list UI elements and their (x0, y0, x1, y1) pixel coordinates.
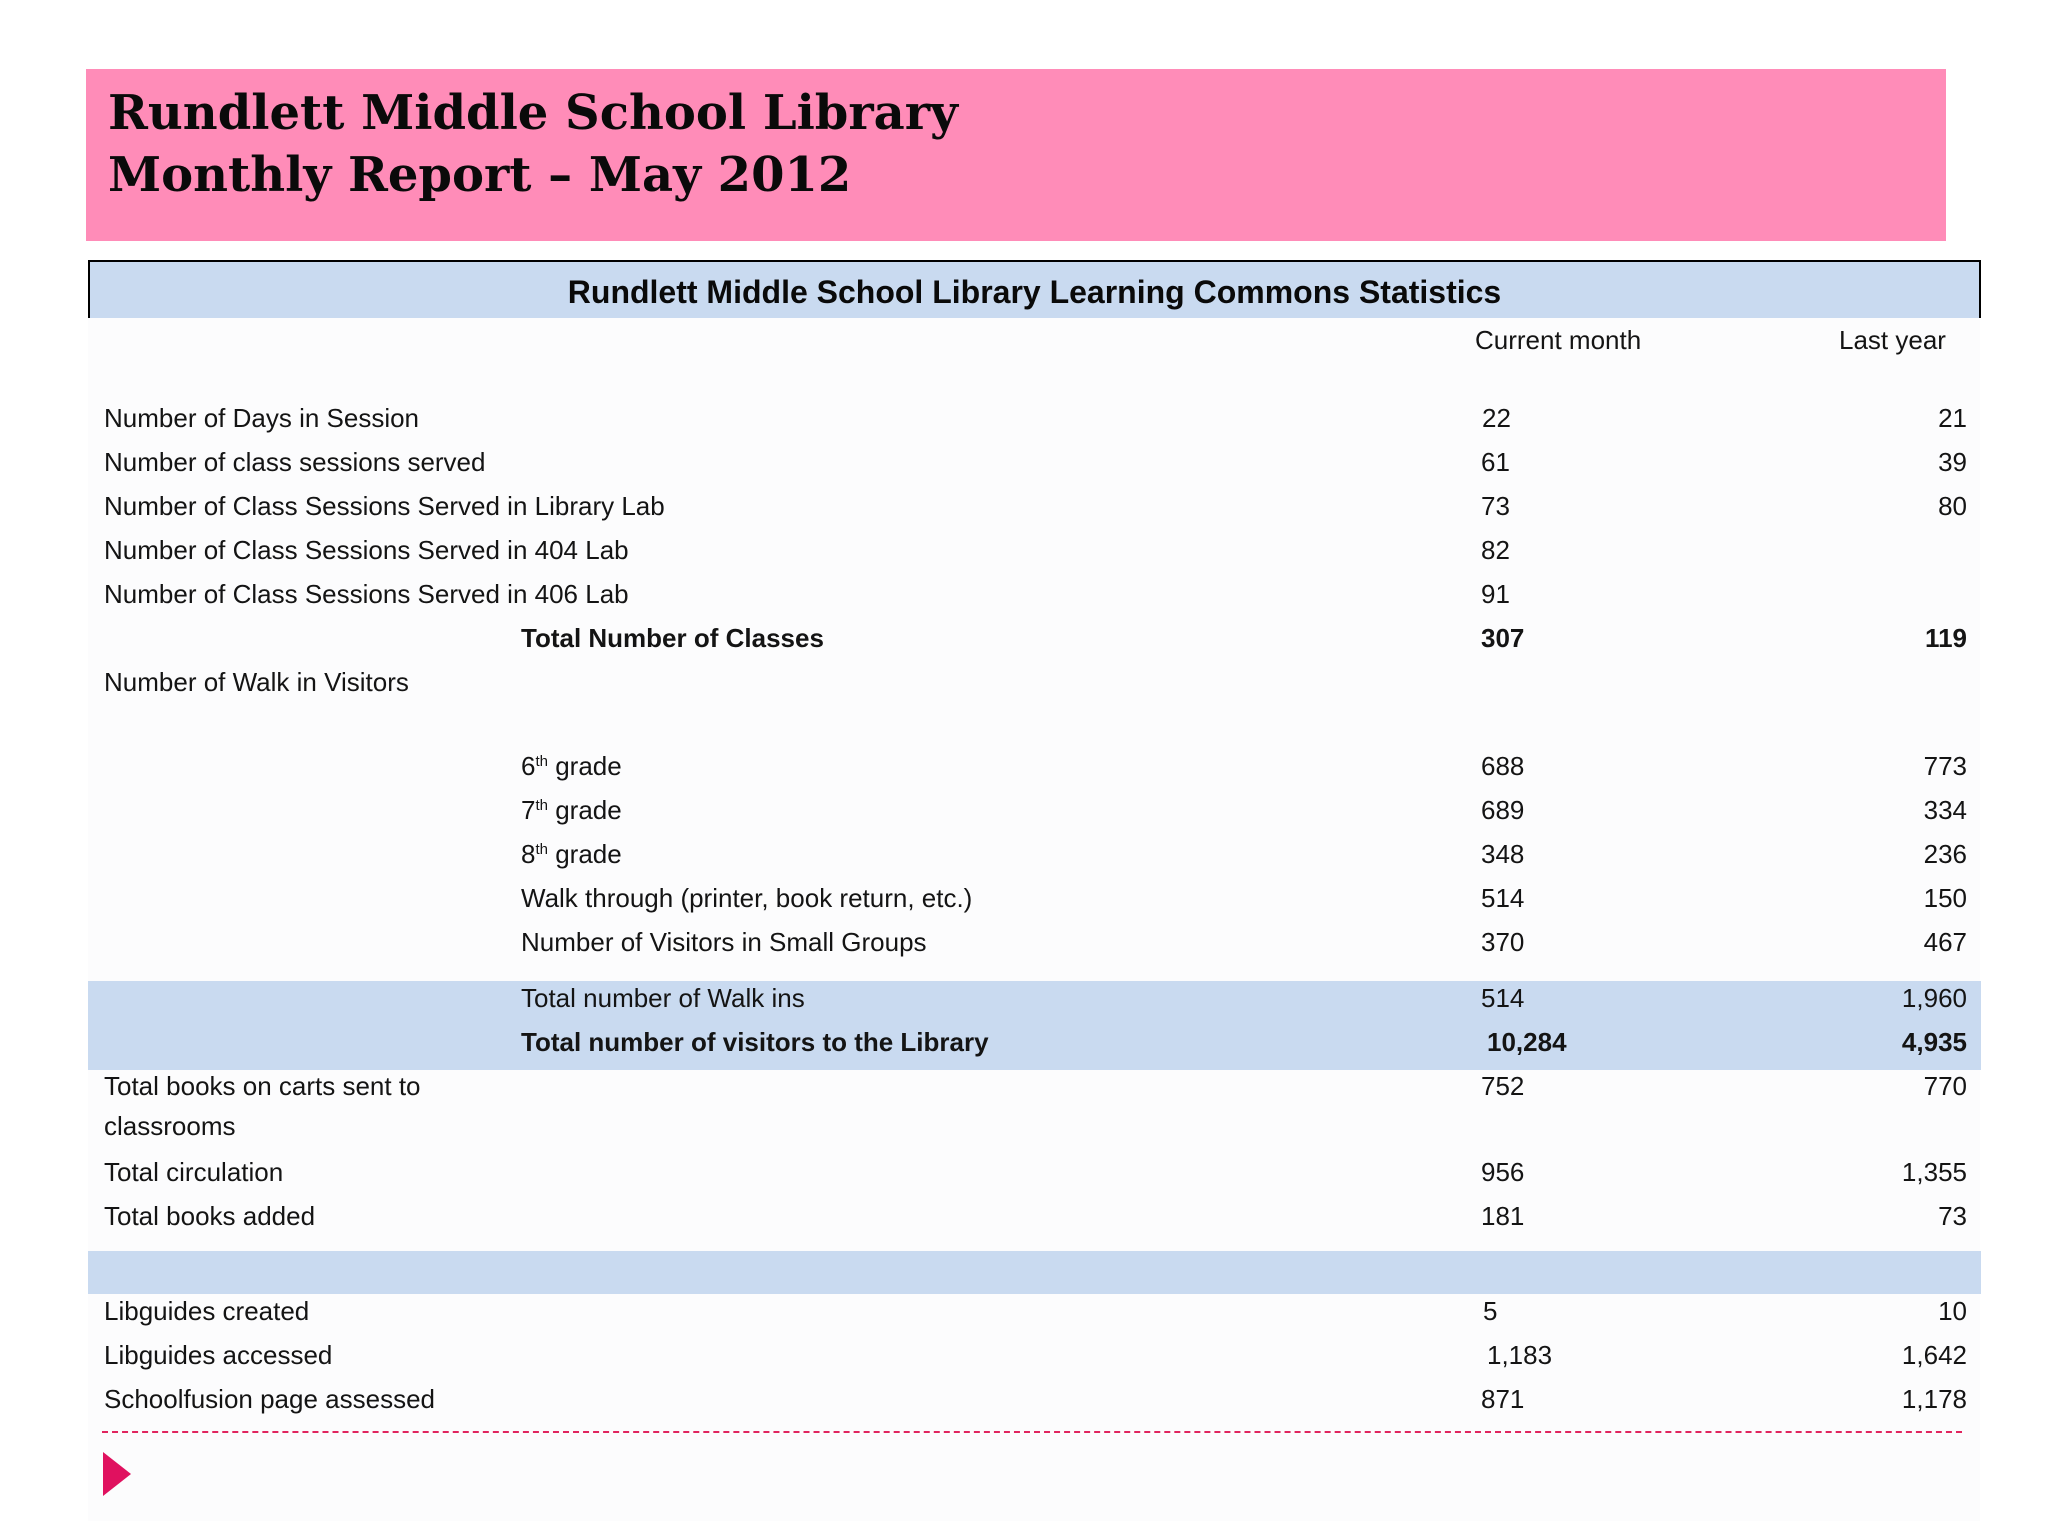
total-visitors-last-year: 4,935 (1901, 1027, 1967, 1057)
total-walk-ins-current: 514 (1481, 983, 1525, 1013)
row-last-year: 150 (1923, 883, 1967, 913)
total-classes-current: 307 (1481, 623, 1525, 653)
total-walk-ins-last-year: 1,960 (1901, 983, 1967, 1013)
row-current: 752 (1481, 1071, 1525, 1101)
total-visitors-label: Total number of visitors to the Library (521, 1027, 989, 1057)
grade-word: grade (555, 795, 622, 825)
row-last-year: 73 (1938, 1201, 1967, 1231)
row-current: 61 (1481, 447, 1510, 477)
row-label: Number of Visitors in Small Groups (521, 927, 927, 957)
grade-label (521, 795, 622, 826)
row-last-year: 1,178 (1901, 1384, 1967, 1414)
row-label-continued: classrooms (104, 1111, 236, 1141)
row-current: 181 (1481, 1201, 1525, 1231)
grade-suffix: th (535, 753, 548, 770)
row-label: Number of Class Sessions Served in Library Lab (104, 491, 665, 521)
row-label: Libguides created (104, 1296, 310, 1326)
grade-label (521, 839, 622, 870)
row-label: Number of class sessions served (104, 447, 486, 477)
table-header (88, 260, 1981, 318)
row-last-year: 21 (1938, 403, 1967, 433)
totals-highlight-band (88, 981, 1981, 1070)
row-label: Walk through (printer, book return, etc.) (521, 883, 973, 913)
total-visitors-current: 10,284 (1487, 1027, 1567, 1057)
row-label: Schoolfusion page assessed (104, 1384, 436, 1414)
grade-word: grade (555, 751, 622, 781)
play-arrow-icon (103, 1452, 131, 1496)
title-banner (86, 69, 1946, 241)
report-title: Rundlett Middle School Library (108, 85, 958, 141)
row-label: Number of Class Sessions Served in 406 Lab (104, 579, 629, 609)
dashed-divider (102, 1431, 1962, 1433)
total-walk-ins-label: Total number of Walk ins (521, 983, 805, 1013)
grade-number: 8 (521, 839, 536, 869)
row-label: Total books on carts sent to (104, 1071, 421, 1101)
row-label: Total books added (104, 1201, 316, 1231)
column-header-last-year: Last year (1839, 325, 1946, 355)
row-current: 73 (1481, 491, 1510, 521)
row-last-year: 10 (1938, 1296, 1967, 1326)
separator-band (88, 1251, 1981, 1294)
row-current: 871 (1481, 1384, 1525, 1414)
row-current: 82 (1481, 535, 1510, 565)
row-label: Number of Days in Session (104, 403, 420, 433)
grade-label (521, 751, 622, 782)
row-last-year: 1,642 (1901, 1340, 1967, 1370)
grade-suffix: th (535, 797, 548, 814)
total-classes-label: Total Number of Classes (521, 623, 824, 653)
row-current: 5 (1483, 1296, 1498, 1326)
row-current: 956 (1481, 1157, 1525, 1187)
row-last-year: 467 (1923, 927, 1967, 957)
row-current: 22 (1482, 403, 1511, 433)
grade-number: 7 (521, 795, 536, 825)
row-current: 514 (1481, 883, 1525, 913)
row-current: 370 (1481, 927, 1525, 957)
row-current: 348 (1481, 839, 1525, 869)
row-current: 689 (1481, 795, 1525, 825)
table-title: Rundlett Middle School Library Learning Commons Statistics (567, 274, 1502, 310)
grade-number: 6 (521, 751, 536, 781)
row-label: Total circulation (104, 1157, 284, 1187)
row-current: 688 (1481, 751, 1525, 781)
grade-word: grade (555, 839, 622, 869)
row-last-year: 1,355 (1901, 1157, 1967, 1187)
row-last-year: 334 (1923, 795, 1967, 825)
row-label: Number of Class Sessions Served in 404 Lab (104, 535, 629, 565)
grade-suffix: th (535, 841, 548, 858)
row-last-year: 39 (1938, 447, 1967, 477)
row-last-year: 80 (1938, 491, 1967, 521)
total-classes-last-year: 119 (1925, 623, 1967, 653)
row-current: 91 (1481, 579, 1510, 609)
row-last-year: 773 (1923, 751, 1967, 781)
row-last-year: 770 (1923, 1071, 1967, 1101)
row-label: Libguides accessed (104, 1340, 333, 1370)
row-last-year: 236 (1923, 839, 1967, 869)
report-subtitle: Monthly Report – May 2012 (108, 147, 852, 203)
row-current: 1,183 (1487, 1340, 1553, 1370)
column-header-current-month: Current month (1475, 325, 1642, 355)
walk-in-visitors-heading: Number of Walk in Visitors (104, 667, 409, 697)
